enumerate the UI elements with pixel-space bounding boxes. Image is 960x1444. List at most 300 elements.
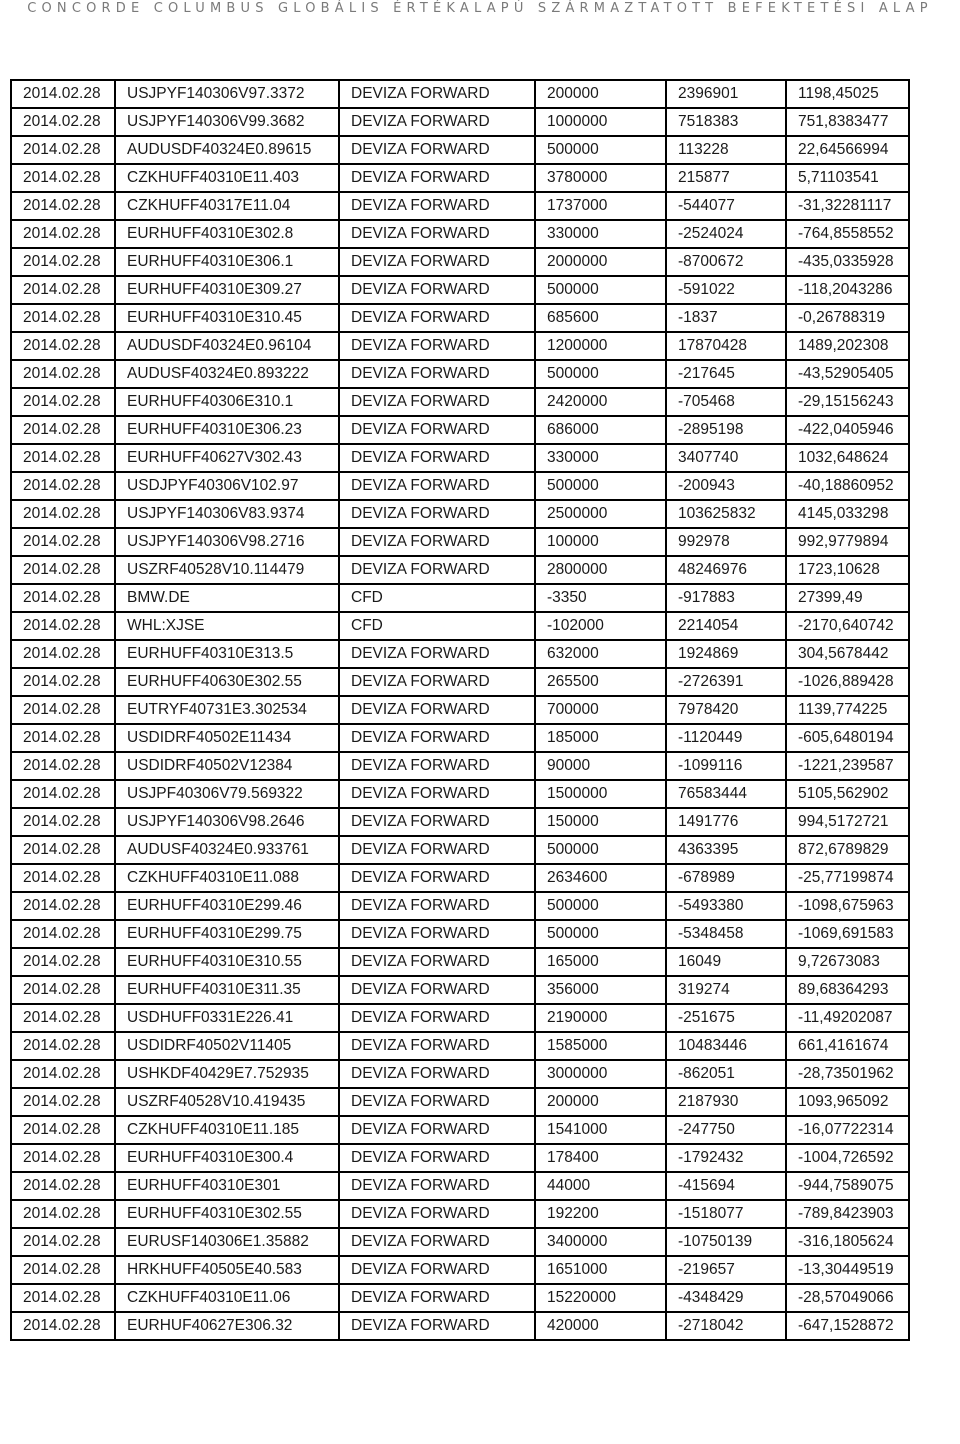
quantity-cell: 420000 (535, 1312, 666, 1340)
quantity-cell: 2190000 (535, 1004, 666, 1032)
value-cell: -1837 (666, 304, 786, 332)
value-cell: -1518077 (666, 1200, 786, 1228)
table-row (11, 248, 909, 276)
holdings-table-body (11, 80, 909, 1340)
type-cell: DEVIZA FORWARD (339, 444, 535, 472)
instrument-cell: EUTRYF40731E3.302534 (115, 696, 339, 724)
date-cell: 2014.02.28 (11, 1032, 115, 1060)
quantity-cell: 686000 (535, 416, 666, 444)
quantity-cell: 1541000 (535, 1116, 666, 1144)
table-row (11, 724, 909, 752)
type-cell: CFD (339, 612, 535, 640)
value-cell: -591022 (666, 276, 786, 304)
ratio-cell: -28,73501962 (786, 1060, 909, 1088)
instrument-cell: USDJPYF40306V102.97 (115, 472, 339, 500)
quantity-cell: 1651000 (535, 1256, 666, 1284)
ratio-cell: -944,7589075 (786, 1172, 909, 1200)
instrument-cell: EURHUFF40310E302.8 (115, 220, 339, 248)
table-row (11, 1144, 909, 1172)
date-cell: 2014.02.28 (11, 612, 115, 640)
date-cell: 2014.02.28 (11, 1228, 115, 1256)
type-cell: DEVIZA FORWARD (339, 1060, 535, 1088)
instrument-cell: WHL:XJSE (115, 612, 339, 640)
date-cell: 2014.02.28 (11, 80, 115, 108)
date-cell: 2014.02.28 (11, 892, 115, 920)
date-cell: 2014.02.28 (11, 1060, 115, 1088)
value-cell: 113228 (666, 136, 786, 164)
quantity-cell: 44000 (535, 1172, 666, 1200)
value-cell: -1792432 (666, 1144, 786, 1172)
date-cell: 2014.02.28 (11, 472, 115, 500)
instrument-cell: USDIDRF40502V11405 (115, 1032, 339, 1060)
type-cell: DEVIZA FORWARD (339, 416, 535, 444)
type-cell: DEVIZA FORWARD (339, 892, 535, 920)
type-cell: DEVIZA FORWARD (339, 948, 535, 976)
type-cell: DEVIZA FORWARD (339, 668, 535, 696)
date-cell: 2014.02.28 (11, 1284, 115, 1312)
date-cell: 2014.02.28 (11, 976, 115, 1004)
quantity-cell: 15220000 (535, 1284, 666, 1312)
ratio-cell: -1004,726592 (786, 1144, 909, 1172)
value-cell: -2726391 (666, 668, 786, 696)
type-cell: DEVIZA FORWARD (339, 864, 535, 892)
quantity-cell: 330000 (535, 220, 666, 248)
quantity-cell: 2634600 (535, 864, 666, 892)
value-cell: 2396901 (666, 80, 786, 108)
type-cell: DEVIZA FORWARD (339, 1228, 535, 1256)
instrument-cell: CZKHUFF40310E11.403 (115, 164, 339, 192)
date-cell: 2014.02.28 (11, 556, 115, 584)
value-cell: -247750 (666, 1116, 786, 1144)
date-cell: 2014.02.28 (11, 696, 115, 724)
quantity-cell: 500000 (535, 136, 666, 164)
ratio-cell: 751,8383477 (786, 108, 909, 136)
value-cell: -8700672 (666, 248, 786, 276)
table-row (11, 1284, 909, 1312)
type-cell: DEVIZA FORWARD (339, 248, 535, 276)
ratio-cell: -28,57049066 (786, 1284, 909, 1312)
date-cell: 2014.02.28 (11, 640, 115, 668)
instrument-cell: EURHUFF40310E306.23 (115, 416, 339, 444)
quantity-cell: 185000 (535, 724, 666, 752)
type-cell: DEVIZA FORWARD (339, 1256, 535, 1284)
quantity-cell: 330000 (535, 444, 666, 472)
quantity-cell: 178400 (535, 1144, 666, 1172)
table-row (11, 1200, 909, 1228)
ratio-cell: -1098,675963 (786, 892, 909, 920)
type-cell: DEVIZA FORWARD (339, 500, 535, 528)
quantity-cell: 3400000 (535, 1228, 666, 1256)
value-cell: 1491776 (666, 808, 786, 836)
table-row (11, 1312, 909, 1340)
value-cell: 7518383 (666, 108, 786, 136)
table-row (11, 528, 909, 556)
ratio-cell: -1221,239587 (786, 752, 909, 780)
ratio-cell: -16,07722314 (786, 1116, 909, 1144)
type-cell: DEVIZA FORWARD (339, 360, 535, 388)
instrument-cell: USJPF40306V79.569322 (115, 780, 339, 808)
date-cell: 2014.02.28 (11, 1088, 115, 1116)
date-cell: 2014.02.28 (11, 780, 115, 808)
quantity-cell: 2000000 (535, 248, 666, 276)
ratio-cell: 1139,774225 (786, 696, 909, 724)
date-cell: 2014.02.28 (11, 528, 115, 556)
date-cell: 2014.02.28 (11, 416, 115, 444)
instrument-cell: EURHUFF40310E301 (115, 1172, 339, 1200)
instrument-cell: EURHUFF40306E310.1 (115, 388, 339, 416)
table-row (11, 304, 909, 332)
quantity-cell: 2800000 (535, 556, 666, 584)
date-cell: 2014.02.28 (11, 948, 115, 976)
instrument-cell: USZRF40528V10.114479 (115, 556, 339, 584)
ratio-cell: 994,5172721 (786, 808, 909, 836)
table-row (11, 192, 909, 220)
date-cell: 2014.02.28 (11, 752, 115, 780)
value-cell: 76583444 (666, 780, 786, 808)
date-cell: 2014.02.28 (11, 584, 115, 612)
date-cell: 2014.02.28 (11, 248, 115, 276)
instrument-cell: USJPYF140306V83.9374 (115, 500, 339, 528)
table-row (11, 976, 909, 1004)
value-cell: 7978420 (666, 696, 786, 724)
table-row (11, 332, 909, 360)
ratio-cell: 9,72673083 (786, 948, 909, 976)
instrument-cell: USDHUFF0331E226.41 (115, 1004, 339, 1032)
value-cell: 16049 (666, 948, 786, 976)
type-cell: DEVIZA FORWARD (339, 1200, 535, 1228)
instrument-cell: USHKDF40429E7.752935 (115, 1060, 339, 1088)
table-row (11, 920, 909, 948)
quantity-cell: 90000 (535, 752, 666, 780)
table-row (11, 80, 909, 108)
instrument-cell: CZKHUFF40310E11.06 (115, 1284, 339, 1312)
quantity-cell: 700000 (535, 696, 666, 724)
type-cell: DEVIZA FORWARD (339, 976, 535, 1004)
ratio-cell: -29,15156243 (786, 388, 909, 416)
date-cell: 2014.02.28 (11, 360, 115, 388)
ratio-cell: -25,77199874 (786, 864, 909, 892)
type-cell: DEVIZA FORWARD (339, 276, 535, 304)
value-cell: -415694 (666, 1172, 786, 1200)
ratio-cell: -316,1805624 (786, 1228, 909, 1256)
instrument-cell: BMW.DE (115, 584, 339, 612)
value-cell: 215877 (666, 164, 786, 192)
table-row (11, 808, 909, 836)
quantity-cell: 150000 (535, 808, 666, 836)
holdings-table (10, 79, 910, 1341)
date-cell: 2014.02.28 (11, 724, 115, 752)
ratio-cell: -31,32281117 (786, 192, 909, 220)
table-row (11, 780, 909, 808)
value-cell: 17870428 (666, 332, 786, 360)
date-cell: 2014.02.28 (11, 192, 115, 220)
value-cell: 4363395 (666, 836, 786, 864)
instrument-cell: USJPYF140306V98.2716 (115, 528, 339, 556)
value-cell: -1099116 (666, 752, 786, 780)
value-cell: -200943 (666, 472, 786, 500)
type-cell: DEVIZA FORWARD (339, 808, 535, 836)
type-cell: DEVIZA FORWARD (339, 304, 535, 332)
ratio-cell: 22,64566994 (786, 136, 909, 164)
type-cell: DEVIZA FORWARD (339, 920, 535, 948)
date-cell: 2014.02.28 (11, 1116, 115, 1144)
table-row (11, 1172, 909, 1200)
type-cell: DEVIZA FORWARD (339, 780, 535, 808)
quantity-cell: 200000 (535, 80, 666, 108)
instrument-cell: EURHUFF40310E310.55 (115, 948, 339, 976)
table-row (11, 1228, 909, 1256)
ratio-cell: -764,8558552 (786, 220, 909, 248)
table-row (11, 220, 909, 248)
type-cell: DEVIZA FORWARD (339, 332, 535, 360)
type-cell: DEVIZA FORWARD (339, 388, 535, 416)
ratio-cell: 872,6789829 (786, 836, 909, 864)
quantity-cell: 1737000 (535, 192, 666, 220)
value-cell: 3407740 (666, 444, 786, 472)
value-cell: -251675 (666, 1004, 786, 1032)
quantity-cell: 200000 (535, 1088, 666, 1116)
date-cell: 2014.02.28 (11, 276, 115, 304)
ratio-cell: -2170,640742 (786, 612, 909, 640)
table-row (11, 696, 909, 724)
type-cell: DEVIZA FORWARD (339, 80, 535, 108)
instrument-cell: HRKHUFF40505E40.583 (115, 1256, 339, 1284)
table-row (11, 472, 909, 500)
quantity-cell: -102000 (535, 612, 666, 640)
type-cell: CFD (339, 584, 535, 612)
value-cell: -2524024 (666, 220, 786, 248)
ratio-cell: 27399,49 (786, 584, 909, 612)
table-row (11, 388, 909, 416)
value-cell: 2214054 (666, 612, 786, 640)
instrument-cell: USJPYF140306V98.2646 (115, 808, 339, 836)
quantity-cell: 2500000 (535, 500, 666, 528)
quantity-cell: 2420000 (535, 388, 666, 416)
table-row (11, 948, 909, 976)
instrument-cell: EURHUFF40310E299.46 (115, 892, 339, 920)
type-cell: DEVIZA FORWARD (339, 1284, 535, 1312)
date-cell: 2014.02.28 (11, 1172, 115, 1200)
type-cell: DEVIZA FORWARD (339, 696, 535, 724)
quantity-cell: 500000 (535, 472, 666, 500)
table-row (11, 1116, 909, 1144)
table-row (11, 500, 909, 528)
instrument-cell: EURHUFF40627V302.43 (115, 444, 339, 472)
date-cell: 2014.02.28 (11, 108, 115, 136)
table-row (11, 164, 909, 192)
instrument-cell: USJPYF140306V99.3682 (115, 108, 339, 136)
type-cell: DEVIZA FORWARD (339, 752, 535, 780)
ratio-cell: -118,2043286 (786, 276, 909, 304)
instrument-cell: CZKHUFF40310E11.185 (115, 1116, 339, 1144)
type-cell: DEVIZA FORWARD (339, 1172, 535, 1200)
quantity-cell: 165000 (535, 948, 666, 976)
instrument-cell: USDIDRF40502E11434 (115, 724, 339, 752)
quantity-cell: 1500000 (535, 780, 666, 808)
table-row (11, 108, 909, 136)
table-row (11, 444, 909, 472)
type-cell: DEVIZA FORWARD (339, 640, 535, 668)
table-row (11, 556, 909, 584)
date-cell: 2014.02.28 (11, 836, 115, 864)
value-cell: 992978 (666, 528, 786, 556)
value-cell: 319274 (666, 976, 786, 1004)
document-header-title: CONCORDE COLUMBUS GLOBÁLIS ÉRTÉKALAPÚ SZÁRMAZTATOTT BEFEKTETÉSI ALAP (27, 1, 933, 16)
quantity-cell: 500000 (535, 836, 666, 864)
type-cell: DEVIZA FORWARD (339, 836, 535, 864)
ratio-cell: -11,49202087 (786, 1004, 909, 1032)
table-row (11, 892, 909, 920)
date-cell: 2014.02.28 (11, 388, 115, 416)
ratio-cell: -1069,691583 (786, 920, 909, 948)
value-cell: -705468 (666, 388, 786, 416)
instrument-cell: USDIDRF40502V12384 (115, 752, 339, 780)
value-cell: 48246976 (666, 556, 786, 584)
type-cell: DEVIZA FORWARD (339, 220, 535, 248)
type-cell: DEVIZA FORWARD (339, 1144, 535, 1172)
instrument-cell: EURHUFF40310E302.55 (115, 1200, 339, 1228)
value-cell: -217645 (666, 360, 786, 388)
instrument-cell: EURHUFF40310E313.5 (115, 640, 339, 668)
quantity-cell: 356000 (535, 976, 666, 1004)
quantity-cell: 500000 (535, 360, 666, 388)
instrument-cell: EURHUFF40310E300.4 (115, 1144, 339, 1172)
value-cell: -5348458 (666, 920, 786, 948)
ratio-cell: 1723,10628 (786, 556, 909, 584)
type-cell: DEVIZA FORWARD (339, 1004, 535, 1032)
type-cell: DEVIZA FORWARD (339, 724, 535, 752)
ratio-cell: -605,6480194 (786, 724, 909, 752)
ratio-cell: 1198,45025 (786, 80, 909, 108)
date-cell: 2014.02.28 (11, 444, 115, 472)
instrument-cell: AUDUSDF40324E0.96104 (115, 332, 339, 360)
quantity-cell: 500000 (535, 276, 666, 304)
quantity-cell: 685600 (535, 304, 666, 332)
date-cell: 2014.02.28 (11, 668, 115, 696)
instrument-cell: USJPYF140306V97.3372 (115, 80, 339, 108)
type-cell: DEVIZA FORWARD (339, 164, 535, 192)
date-cell: 2014.02.28 (11, 1256, 115, 1284)
quantity-cell: -3350 (535, 584, 666, 612)
instrument-cell: AUDUSF40324E0.933761 (115, 836, 339, 864)
table-row (11, 360, 909, 388)
type-cell: DEVIZA FORWARD (339, 192, 535, 220)
value-cell: -2895198 (666, 416, 786, 444)
table-row (11, 1256, 909, 1284)
value-cell: 2187930 (666, 1088, 786, 1116)
quantity-cell: 1000000 (535, 108, 666, 136)
table-row (11, 668, 909, 696)
table-row (11, 752, 909, 780)
ratio-cell: 661,4161674 (786, 1032, 909, 1060)
ratio-cell: -13,30449519 (786, 1256, 909, 1284)
value-cell: -544077 (666, 192, 786, 220)
instrument-cell: EURHUFF40310E310.45 (115, 304, 339, 332)
ratio-cell: 5105,562902 (786, 780, 909, 808)
value-cell: -1120449 (666, 724, 786, 752)
instrument-cell: CZKHUFF40317E11.04 (115, 192, 339, 220)
date-cell: 2014.02.28 (11, 1200, 115, 1228)
type-cell: DEVIZA FORWARD (339, 136, 535, 164)
quantity-cell: 265500 (535, 668, 666, 696)
ratio-cell: -43,52905405 (786, 360, 909, 388)
quantity-cell: 632000 (535, 640, 666, 668)
instrument-cell: EURHUFF40310E309.27 (115, 276, 339, 304)
value-cell: -10750139 (666, 1228, 786, 1256)
date-cell: 2014.02.28 (11, 332, 115, 360)
value-cell: -5493380 (666, 892, 786, 920)
ratio-cell: -1026,889428 (786, 668, 909, 696)
table-row (11, 836, 909, 864)
quantity-cell: 192200 (535, 1200, 666, 1228)
instrument-cell: EURHUFF40310E306.1 (115, 248, 339, 276)
date-cell: 2014.02.28 (11, 304, 115, 332)
type-cell: DEVIZA FORWARD (339, 1116, 535, 1144)
date-cell: 2014.02.28 (11, 500, 115, 528)
type-cell: DEVIZA FORWARD (339, 528, 535, 556)
ratio-cell: 89,68364293 (786, 976, 909, 1004)
type-cell: DEVIZA FORWARD (339, 472, 535, 500)
ratio-cell: 304,5678442 (786, 640, 909, 668)
ratio-cell: -647,1528872 (786, 1312, 909, 1340)
quantity-cell: 1200000 (535, 332, 666, 360)
instrument-cell: USZRF40528V10.419435 (115, 1088, 339, 1116)
value-cell: -2718042 (666, 1312, 786, 1340)
date-cell: 2014.02.28 (11, 164, 115, 192)
instrument-cell: AUDUSF40324E0.893222 (115, 360, 339, 388)
instrument-cell: EURHUFF40310E311.35 (115, 976, 339, 1004)
table-row (11, 136, 909, 164)
table-row (11, 416, 909, 444)
quantity-cell: 3780000 (535, 164, 666, 192)
ratio-cell: -435,0335928 (786, 248, 909, 276)
instrument-cell: EURHUFF40630E302.55 (115, 668, 339, 696)
quantity-cell: 1585000 (535, 1032, 666, 1060)
quantity-cell: 3000000 (535, 1060, 666, 1088)
type-cell: DEVIZA FORWARD (339, 1312, 535, 1340)
ratio-cell: 1093,965092 (786, 1088, 909, 1116)
ratio-cell: -40,18860952 (786, 472, 909, 500)
table-row (11, 1060, 909, 1088)
ratio-cell: -789,8423903 (786, 1200, 909, 1228)
table-row (11, 864, 909, 892)
instrument-cell: EURHUF40627E306.32 (115, 1312, 339, 1340)
date-cell: 2014.02.28 (11, 1144, 115, 1172)
table-row (11, 640, 909, 668)
type-cell: DEVIZA FORWARD (339, 1032, 535, 1060)
table-row (11, 1004, 909, 1032)
ratio-cell: 5,71103541 (786, 164, 909, 192)
date-cell: 2014.02.28 (11, 864, 115, 892)
table-row (11, 584, 909, 612)
type-cell: DEVIZA FORWARD (339, 556, 535, 584)
table-row (11, 1088, 909, 1116)
quantity-cell: 500000 (535, 920, 666, 948)
date-cell: 2014.02.28 (11, 1004, 115, 1032)
type-cell: DEVIZA FORWARD (339, 108, 535, 136)
value-cell: -678989 (666, 864, 786, 892)
date-cell: 2014.02.28 (11, 220, 115, 248)
ratio-cell: -422,0405946 (786, 416, 909, 444)
value-cell: 1924869 (666, 640, 786, 668)
ratio-cell: 992,9779894 (786, 528, 909, 556)
date-cell: 2014.02.28 (11, 1312, 115, 1340)
table-row (11, 276, 909, 304)
type-cell: DEVIZA FORWARD (339, 1088, 535, 1116)
ratio-cell: 1489,202308 (786, 332, 909, 360)
date-cell: 2014.02.28 (11, 136, 115, 164)
quantity-cell: 100000 (535, 528, 666, 556)
